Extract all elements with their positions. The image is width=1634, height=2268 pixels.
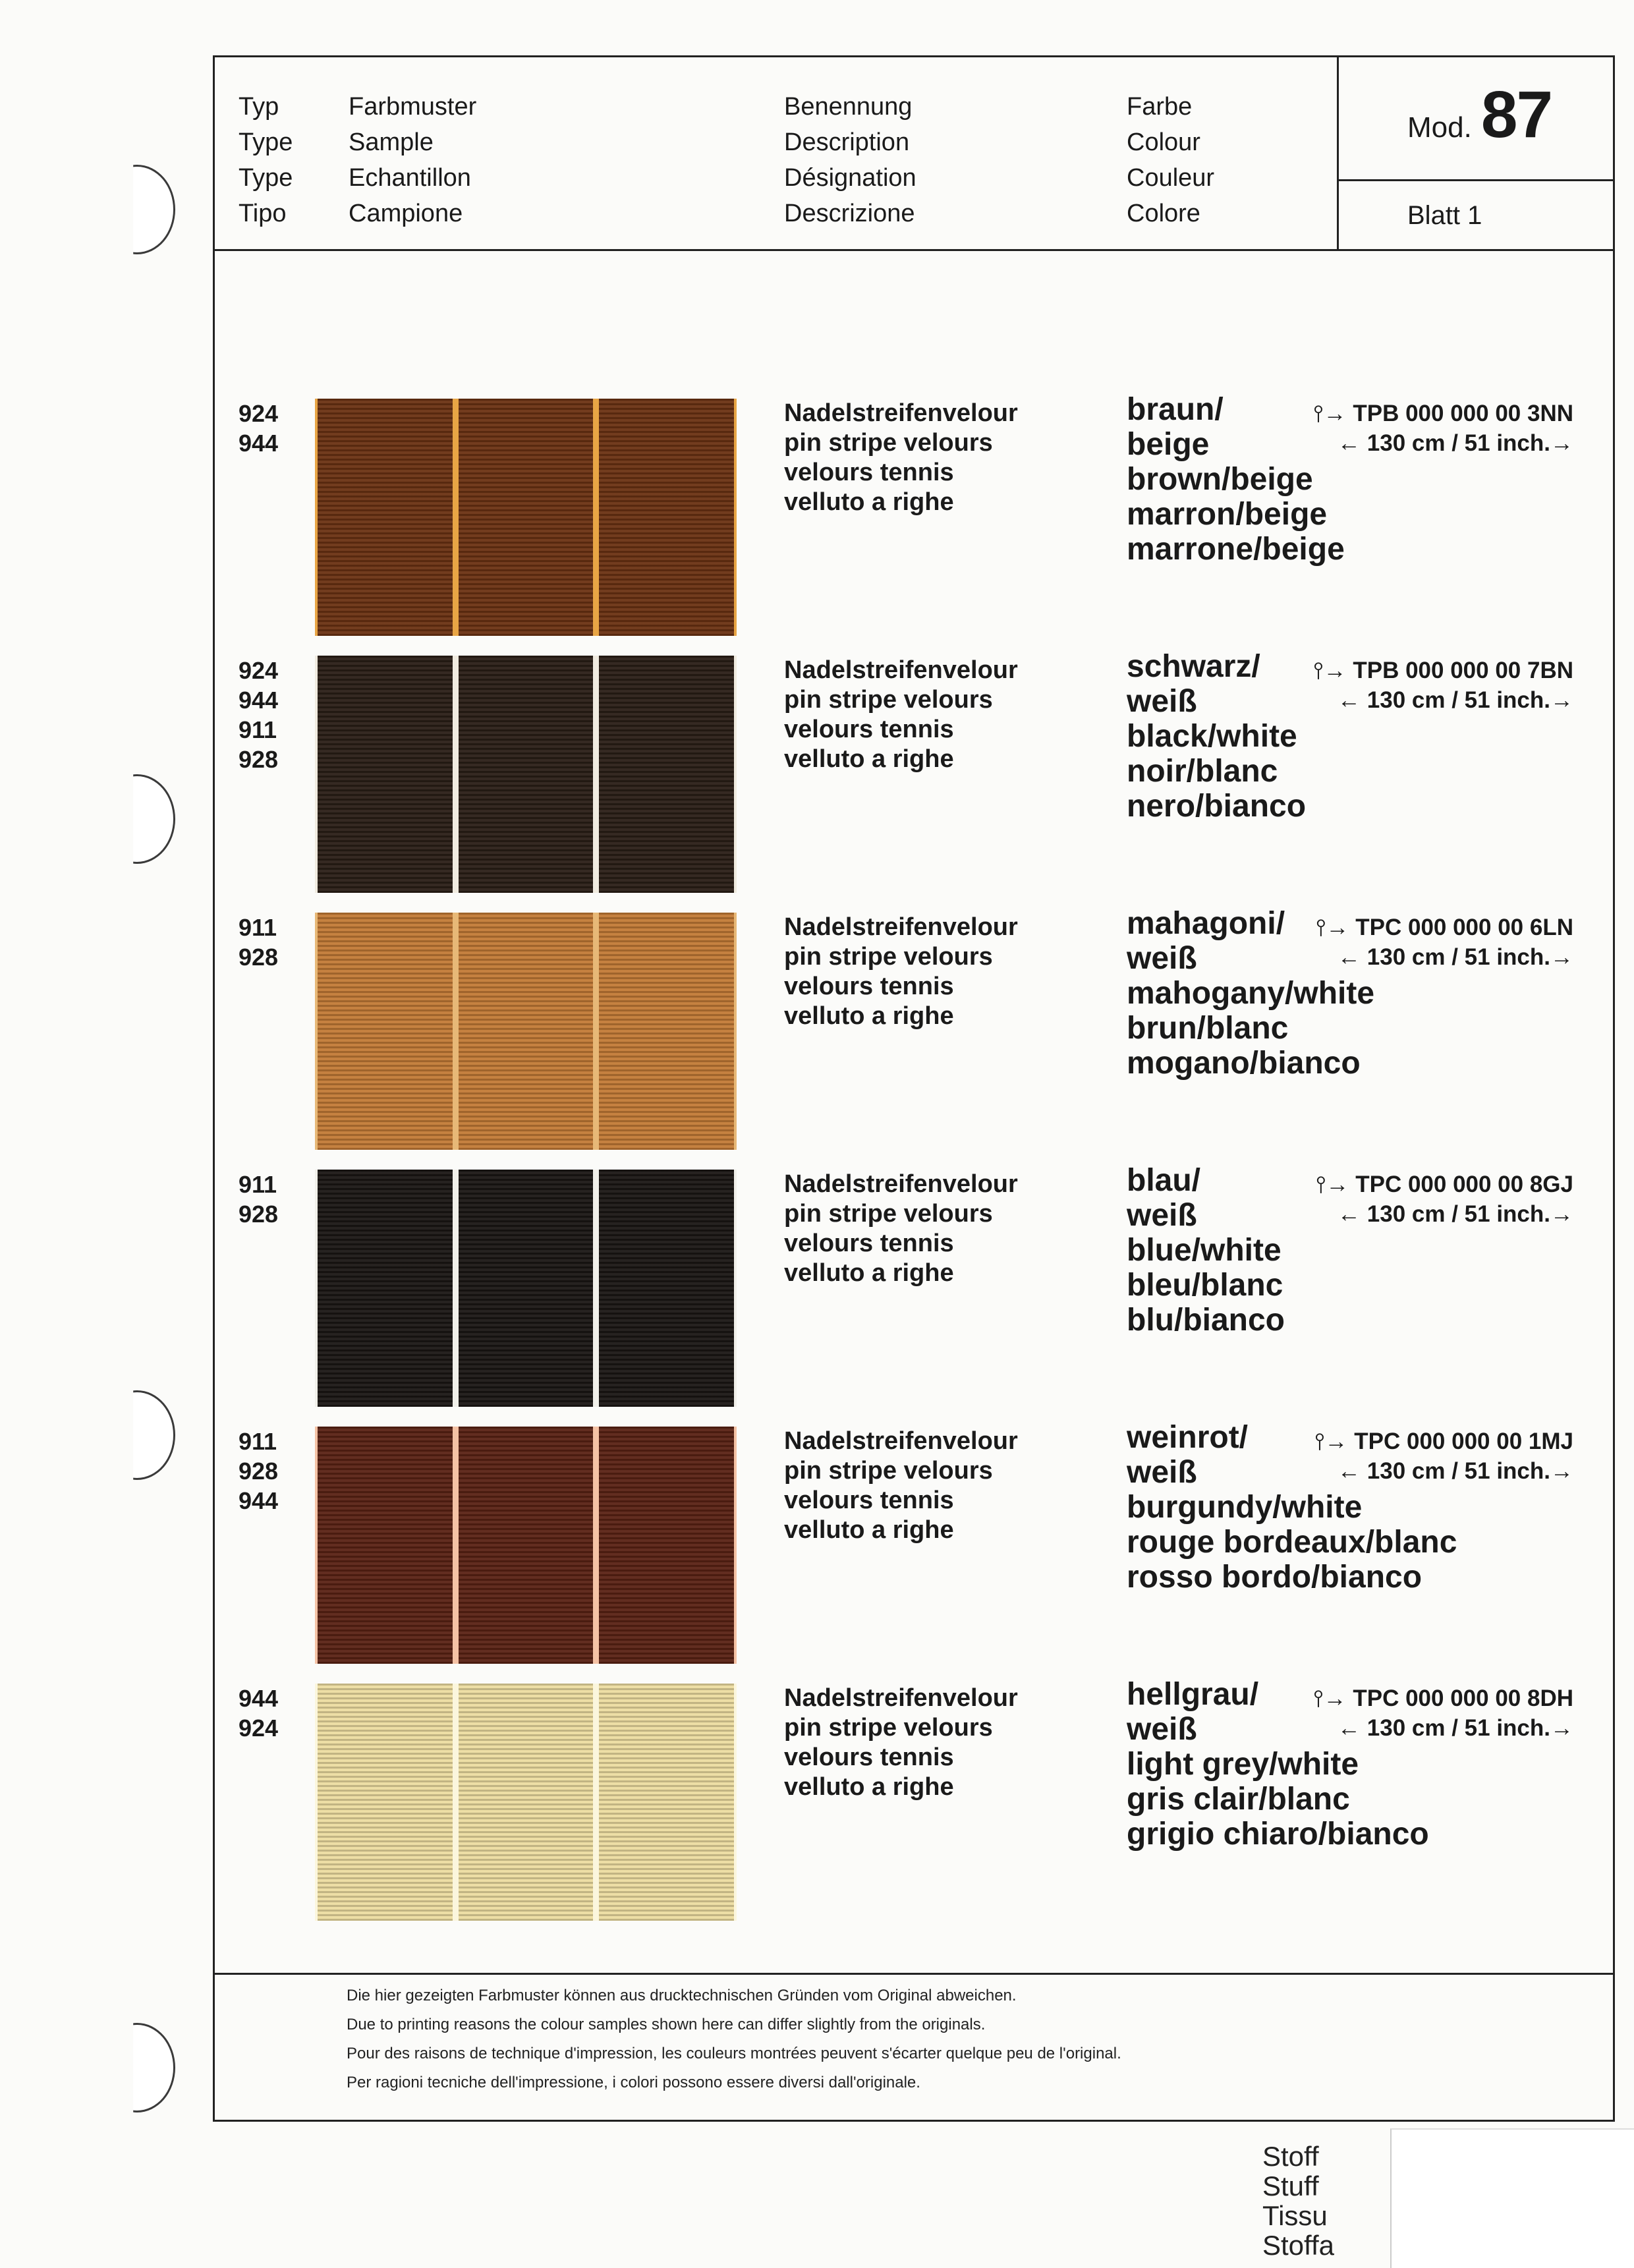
article-code: TPB 000 000 00 7BN — [1353, 658, 1573, 683]
model-number — [1407, 77, 1552, 153]
type-labels — [239, 89, 293, 231]
pin-stripe — [734, 1427, 737, 1664]
colour-name: marrone/beige — [1127, 532, 1345, 567]
description-line: velours tennis — [784, 1744, 954, 1771]
colour-name: blau/ — [1127, 1163, 1201, 1198]
category-line: Stoffa — [1262, 2230, 1334, 2261]
velour-band — [459, 656, 594, 893]
colour-name: weiß — [1127, 1198, 1197, 1233]
type-codes — [239, 656, 278, 774]
pin-stripe — [593, 913, 599, 1150]
right-arrow-icon: → — [1550, 1458, 1573, 1484]
colour-name: weinrot/ — [1127, 1420, 1249, 1455]
fabric-width: 130 cm / 51 inch. — [1366, 430, 1550, 456]
colour-label: Colore — [1127, 200, 1200, 227]
colour-names — [1127, 649, 1306, 824]
type-codes — [239, 399, 278, 458]
type-code: 944 — [239, 687, 279, 714]
type-code: 928 — [239, 746, 279, 773]
fabric-description — [784, 1684, 1018, 1802]
footer-line: Die hier gezeigten Farbmuster können aus drucktechnischen Gründen vom Original abweichen. — [347, 1987, 1017, 2004]
swatch-row — [215, 392, 1613, 636]
type-label: Type — [239, 164, 293, 192]
velour-band — [459, 1170, 594, 1407]
type-code: 911 — [239, 716, 277, 743]
description-line: pin stripe velours — [784, 943, 993, 971]
right-arrow-icon: → — [1550, 687, 1573, 713]
model-value: 87 — [1480, 78, 1552, 152]
fabric-description — [784, 1170, 1018, 1288]
type-code: 928 — [239, 1458, 279, 1485]
description-line: pin stripe velours — [784, 1200, 993, 1228]
velour-band — [318, 913, 453, 1150]
colour-name: burgundy/white — [1127, 1490, 1363, 1525]
article-spec — [1289, 1170, 1573, 1229]
colour-labels — [1127, 89, 1214, 231]
description-line: velours tennis — [784, 1487, 954, 1514]
key-arrow-icon: ⫯→ — [1313, 401, 1353, 426]
article-spec — [1289, 913, 1573, 972]
article-spec — [1289, 399, 1573, 458]
fabric-description — [784, 1427, 1018, 1545]
description-line: Nadelstreifenvelour — [784, 913, 1018, 941]
type-codes — [239, 1427, 278, 1516]
right-arrow-icon: → — [1550, 944, 1573, 970]
article-code-line — [1289, 1684, 1573, 1713]
sheet-frame — [213, 55, 1615, 2122]
model-label: Mod. — [1407, 111, 1472, 144]
description-line: pin stripe velours — [784, 429, 993, 457]
description-line: velours tennis — [784, 459, 954, 486]
type-code: 944 — [239, 1487, 279, 1514]
article-code: TPC 000 000 00 8DH — [1353, 1686, 1573, 1711]
colour-name: schwarz/ — [1127, 649, 1260, 684]
footer-line: Per ragioni tecniche dell'impressione, i colori possono essere diversi dall'originale. — [347, 2074, 920, 2091]
footer-line: Pour des raisons de technique d'impression, les couleurs montrées peuvent s'écarter quelque peu de l'original. — [347, 2045, 1121, 2062]
type-code: 928 — [239, 944, 279, 971]
velour-band — [318, 656, 453, 893]
pin-stripe — [453, 913, 459, 1150]
colour-name: rosso bordo/bianco — [1127, 1560, 1423, 1595]
type-label: Tipo — [239, 200, 287, 227]
article-spec — [1289, 1684, 1573, 1743]
fabric-swatch — [315, 1427, 737, 1664]
description-label: Descrizione — [784, 200, 915, 227]
fabric-width: 130 cm / 51 inch. — [1366, 944, 1550, 970]
pin-stripe — [593, 1427, 599, 1664]
fabric-width: 130 cm / 51 inch. — [1366, 1201, 1550, 1227]
description-line: Nadelstreifenvelour — [784, 1427, 1018, 1455]
fabric-swatch — [315, 1170, 737, 1407]
colour-name: blu/bianco — [1127, 1303, 1285, 1338]
velour-band — [459, 1427, 594, 1664]
colour-name: brown/beige — [1127, 462, 1313, 497]
type-codes — [239, 1684, 278, 1743]
right-arrow-icon: → — [1550, 1715, 1573, 1741]
category-line: Tissu — [1262, 2200, 1328, 2231]
type-code: 928 — [239, 1201, 279, 1228]
velour-band — [318, 399, 453, 636]
left-arrow-icon: ← — [1338, 430, 1367, 456]
header-divider — [215, 249, 1613, 251]
description-line: velluto a righe — [784, 745, 954, 773]
width-line — [1289, 1456, 1573, 1486]
swatch-row — [215, 1420, 1613, 1664]
pin-stripe — [453, 399, 459, 636]
fabric-width: 130 cm / 51 inch. — [1366, 687, 1550, 713]
swatch-row — [215, 1677, 1613, 1921]
pin-stripe — [453, 1427, 459, 1664]
description-label: Benennung — [784, 93, 913, 121]
pin-stripe — [734, 399, 737, 636]
description-line: pin stripe velours — [784, 1457, 993, 1485]
article-spec — [1289, 656, 1573, 715]
fabric-swatch — [315, 656, 737, 893]
key-arrow-icon: ⫯→ — [1313, 1686, 1353, 1711]
description-line: velluto a righe — [784, 1259, 954, 1287]
velour-band — [599, 1427, 734, 1664]
colour-label: Couleur — [1127, 164, 1215, 192]
pin-stripe — [593, 1170, 599, 1407]
description-label: Désignation — [784, 164, 916, 192]
colour-name: black/white — [1127, 719, 1297, 754]
type-code: 911 — [239, 1171, 277, 1198]
velour-band — [599, 399, 734, 636]
colour-name: grigio chiaro/bianco — [1127, 1817, 1429, 1852]
colour-name: weiß — [1127, 941, 1197, 976]
category-line: Stoff — [1262, 2141, 1319, 2172]
colour-names — [1127, 1163, 1285, 1338]
footer-divider — [215, 1973, 1613, 1975]
description-line: velours tennis — [784, 1230, 954, 1257]
punch-hole — [99, 2023, 175, 2112]
article-code: TPC 000 000 00 1MJ — [1354, 1429, 1573, 1454]
model-divider — [1337, 57, 1339, 249]
description-line: Nadelstreifenvelour — [784, 1170, 1018, 1198]
velour-band — [459, 913, 594, 1150]
colour-name: brun/blanc — [1127, 1011, 1289, 1046]
description-line: pin stripe velours — [784, 1714, 993, 1742]
colour-name: weiß — [1127, 684, 1197, 719]
type-codes — [239, 913, 278, 972]
width-line — [1289, 1199, 1573, 1229]
type-code: 911 — [239, 1428, 277, 1455]
swatch-row — [215, 1163, 1613, 1407]
index-tab — [1390, 2128, 1634, 2268]
colour-name: beige — [1127, 427, 1210, 462]
velour-band — [599, 1684, 734, 1921]
article-code: TPC 000 000 00 8GJ — [1355, 1172, 1573, 1197]
type-codes — [239, 1170, 278, 1229]
article-code-line — [1289, 913, 1573, 942]
article-spec — [1289, 1427, 1573, 1486]
pin-stripe — [734, 913, 737, 1150]
right-arrow-icon: → — [1550, 1201, 1573, 1227]
right-arrow-icon: → — [1550, 430, 1573, 456]
key-arrow-icon: ⫯→ — [1314, 1429, 1355, 1454]
description-line: velluto a righe — [784, 1773, 954, 1801]
sheet-number: Blatt 1 — [1407, 201, 1482, 230]
type-code: 944 — [239, 430, 279, 457]
sample-label: Campione — [349, 200, 463, 227]
fabric-description — [784, 656, 1018, 774]
left-arrow-icon: ← — [1338, 687, 1367, 713]
type-code: 924 — [239, 400, 279, 427]
swatch-row — [215, 906, 1613, 1150]
velour-band — [599, 1170, 734, 1407]
description-line: velluto a righe — [784, 1002, 954, 1030]
colour-name: nero/bianco — [1127, 789, 1307, 824]
colour-name: braun/ — [1127, 392, 1224, 427]
pin-stripe — [593, 1684, 599, 1921]
velour-band — [599, 656, 734, 893]
width-line — [1289, 428, 1573, 458]
fabric-width: 130 cm / 51 inch. — [1366, 1458, 1550, 1484]
pin-stripe — [734, 656, 737, 893]
fabric-swatch — [315, 399, 737, 636]
left-arrow-icon: ← — [1338, 944, 1367, 970]
pin-stripe — [453, 1170, 459, 1407]
left-arrow-icon: ← — [1338, 1715, 1367, 1741]
velour-band — [459, 1684, 594, 1921]
sample-label: Farbmuster — [349, 93, 477, 121]
article-code-line — [1289, 1427, 1573, 1456]
description-line: velours tennis — [784, 973, 954, 1000]
fabric-swatch — [315, 913, 737, 1150]
colour-name: weiß — [1127, 1712, 1197, 1747]
colour-name: rouge bordeaux/blanc — [1127, 1525, 1457, 1560]
colour-name: mahagoni/ — [1127, 906, 1285, 941]
sample-labels — [349, 89, 476, 231]
punch-hole — [99, 774, 175, 864]
colour-name: light grey/white — [1127, 1747, 1359, 1782]
colour-name: bleu/blanc — [1127, 1268, 1283, 1303]
article-code: TPB 000 000 00 3NN — [1353, 401, 1573, 426]
type-label: Type — [239, 128, 293, 156]
model-sheet-divider — [1337, 179, 1613, 181]
article-code-line — [1289, 1170, 1573, 1199]
category-line: Stuff — [1262, 2170, 1319, 2201]
description-line: Nadelstreifenvelour — [784, 399, 1018, 427]
colour-name: weiß — [1127, 1455, 1197, 1490]
footer-note — [347, 1981, 1121, 2097]
pin-stripe — [734, 1684, 737, 1921]
description-line: velluto a righe — [784, 488, 954, 516]
colour-name: marron/beige — [1127, 497, 1328, 532]
pin-stripe — [453, 656, 459, 893]
type-code: 944 — [239, 1685, 279, 1712]
swatch-row — [215, 649, 1613, 893]
fabric-width: 130 cm / 51 inch. — [1366, 1715, 1550, 1741]
pin-stripe — [453, 1684, 459, 1921]
fabric-description — [784, 913, 1018, 1031]
key-arrow-icon: ⫯→ — [1316, 1172, 1356, 1197]
sample-label: Sample — [349, 128, 434, 156]
velour-band — [318, 1427, 453, 1664]
description-line: velours tennis — [784, 716, 954, 743]
article-code: TPC 000 000 00 6LN — [1355, 915, 1573, 940]
type-label: Typ — [239, 93, 279, 121]
pin-stripe — [593, 399, 599, 636]
type-code: 924 — [239, 657, 279, 684]
sample-label: Echantillon — [349, 164, 471, 192]
velour-band — [459, 399, 594, 636]
colour-name: blue/white — [1127, 1233, 1282, 1268]
footer-line: Due to printing reasons the colour samples shown here can differ slightly from the originals. — [347, 2016, 986, 2033]
velour-band — [318, 1684, 453, 1921]
width-line — [1289, 1713, 1573, 1743]
colour-name: gris clair/blanc — [1127, 1782, 1350, 1817]
colour-name: hellgrau/ — [1127, 1677, 1259, 1712]
description-line: Nadelstreifenvelour — [784, 1684, 1018, 1712]
punch-hole — [99, 165, 175, 254]
description-label: Description — [784, 128, 910, 156]
article-code-line — [1289, 399, 1573, 428]
colour-name: mogano/bianco — [1127, 1046, 1361, 1081]
colour-name: mahogany/white — [1127, 976, 1375, 1011]
key-arrow-icon: ⫯→ — [1313, 658, 1353, 683]
colour-label: Colour — [1127, 128, 1200, 156]
category-label — [1262, 2141, 1334, 2260]
description-line: pin stripe velours — [784, 686, 993, 714]
key-arrow-icon: ⫯→ — [1316, 915, 1356, 940]
left-arrow-icon: ← — [1338, 1201, 1367, 1227]
width-line — [1289, 685, 1573, 715]
velour-band — [318, 1170, 453, 1407]
type-code: 924 — [239, 1715, 279, 1742]
description-line: Nadelstreifenvelour — [784, 656, 1018, 684]
pin-stripe — [734, 1170, 737, 1407]
pin-stripe — [593, 656, 599, 893]
fabric-swatch — [315, 1684, 737, 1921]
fabric-description — [784, 399, 1018, 517]
colour-name: noir/blanc — [1127, 754, 1278, 789]
width-line — [1289, 942, 1573, 972]
left-arrow-icon: ← — [1338, 1458, 1367, 1484]
punch-hole — [99, 1390, 175, 1480]
colour-label: Farbe — [1127, 93, 1193, 121]
velour-band — [599, 913, 734, 1150]
description-line: velluto a righe — [784, 1516, 954, 1544]
article-code-line — [1289, 656, 1573, 685]
description-labels — [784, 89, 916, 231]
type-code: 911 — [239, 914, 277, 941]
